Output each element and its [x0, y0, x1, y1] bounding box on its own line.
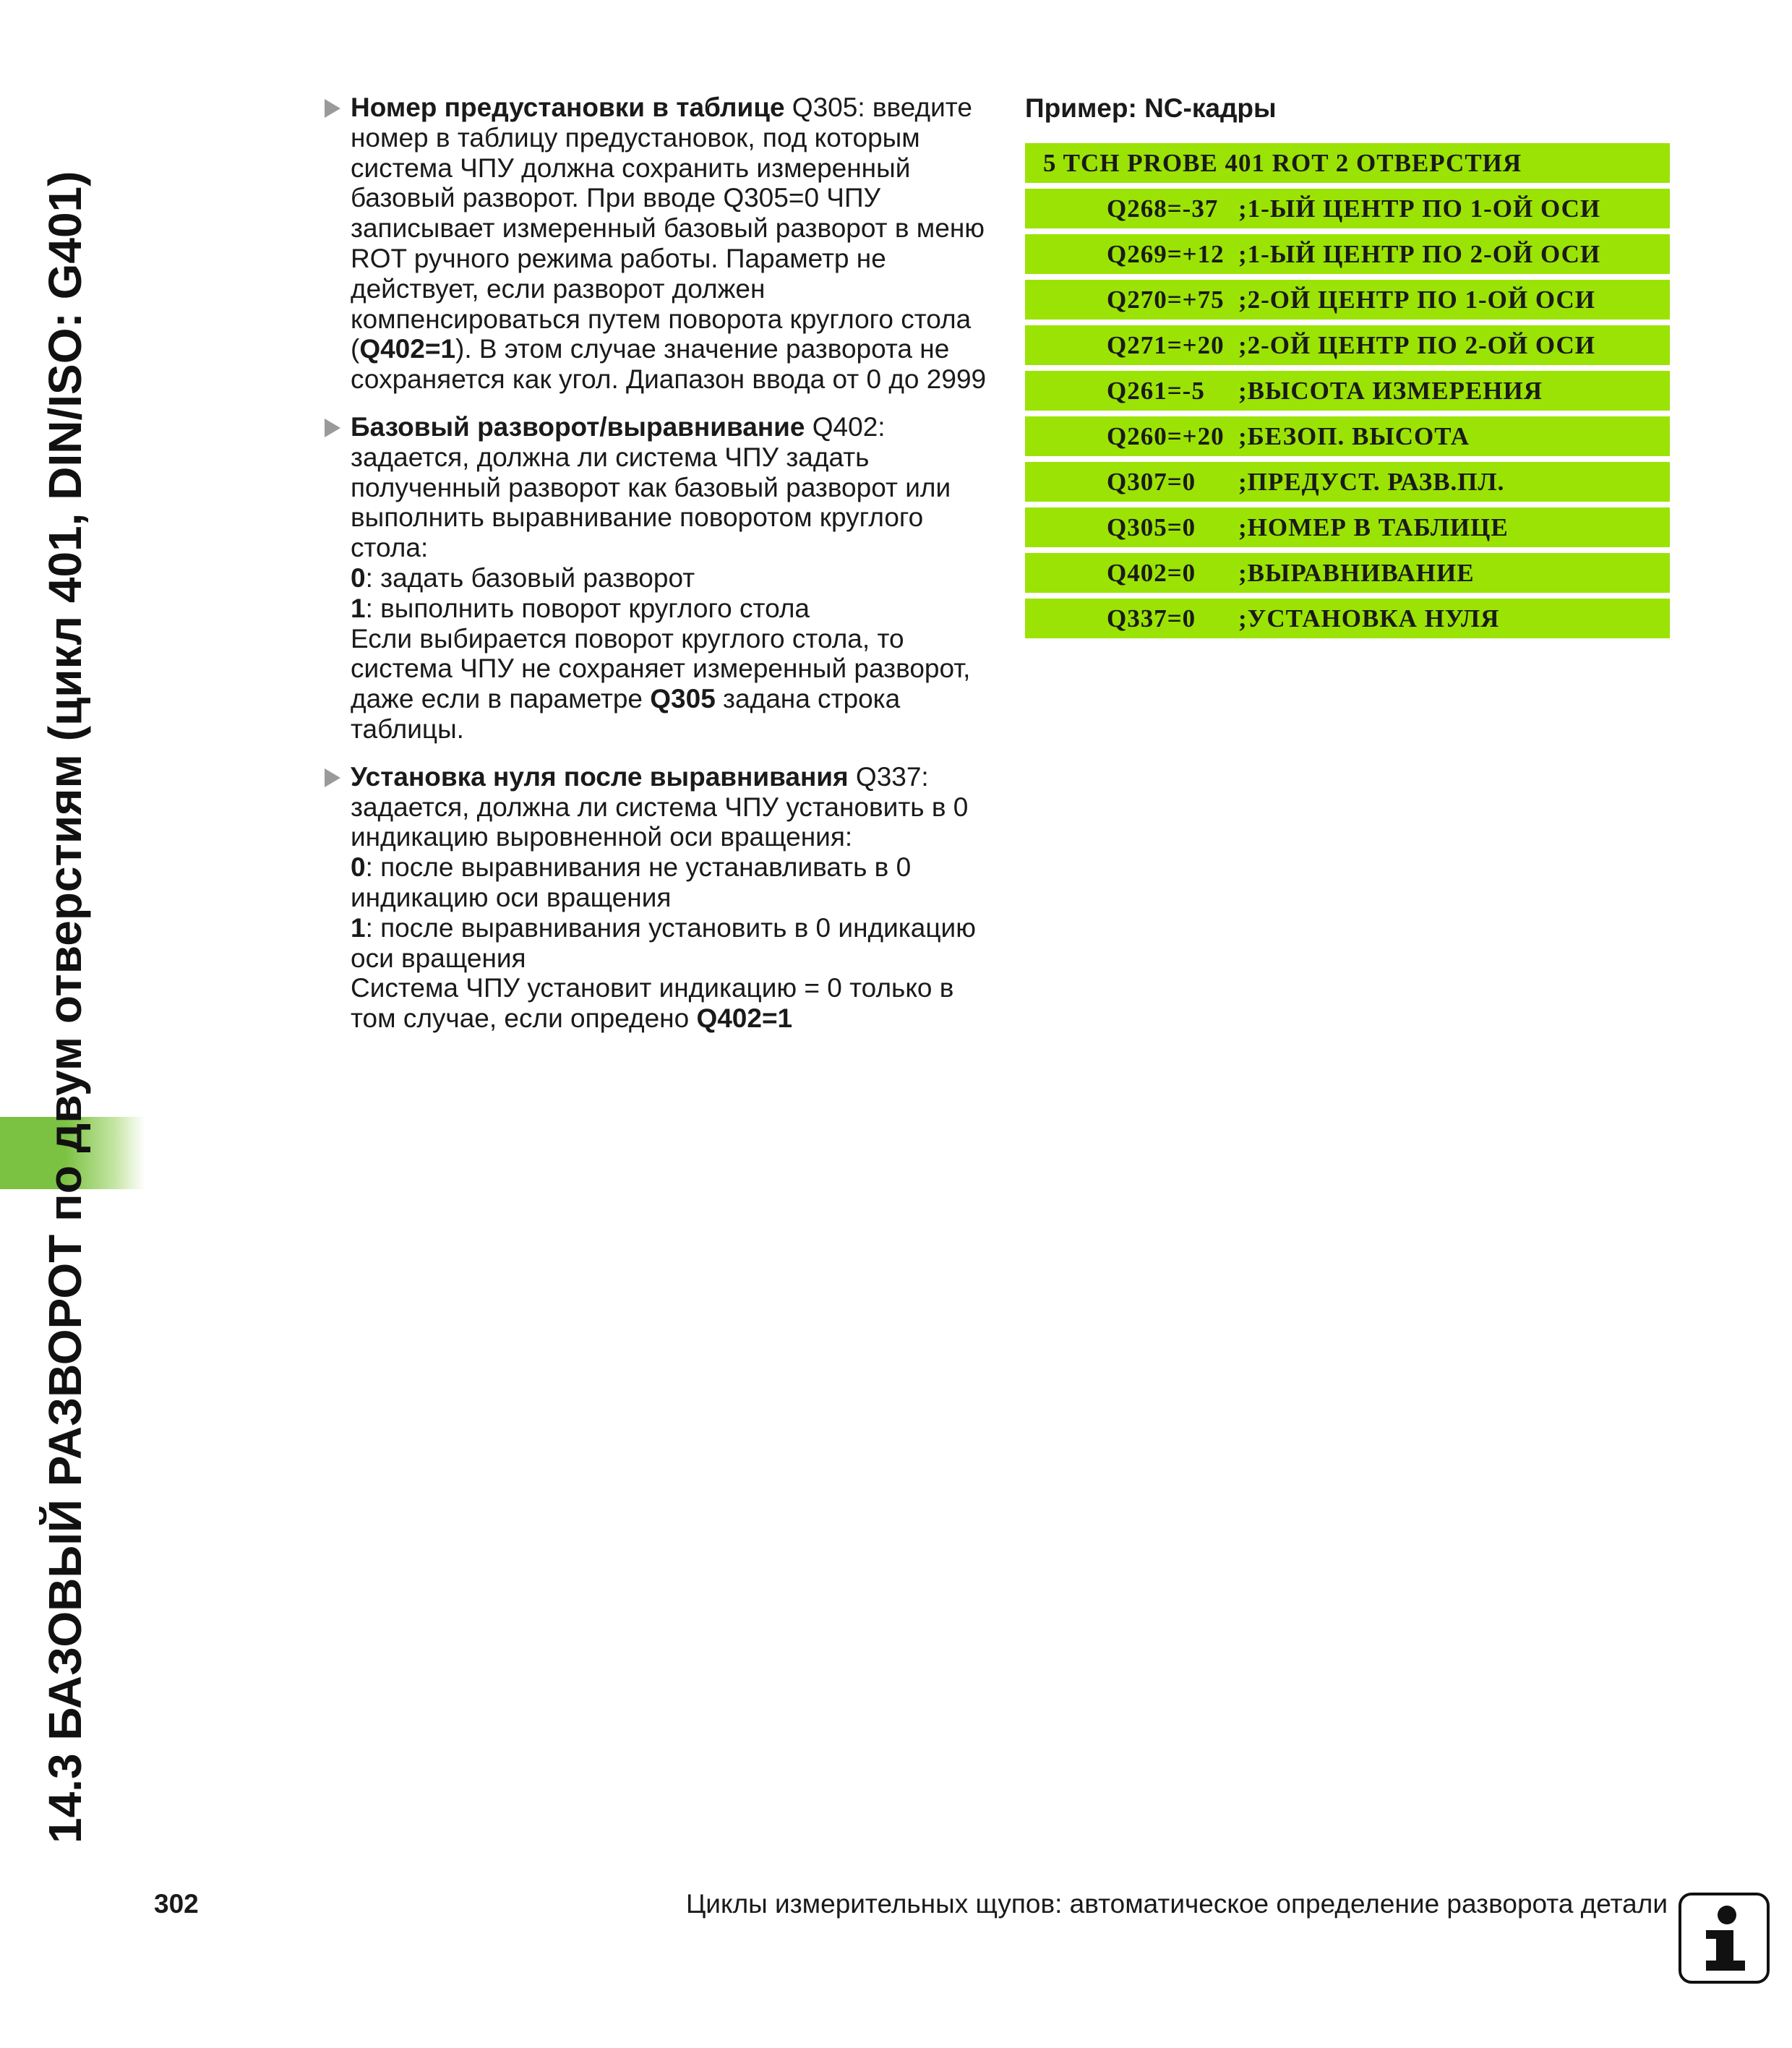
- parameter-line: [351, 973, 1001, 1003]
- parameter-line: [351, 153, 1001, 184]
- line-text: Q337:: [848, 761, 929, 792]
- line-bold-term: Базовый разворот/выравнивание: [351, 411, 805, 442]
- nc-first-line: 5 TCH PROBE 401 ROT 2 ОТВЕРСТИЯ: [1043, 149, 1522, 177]
- bullet-triangle-icon: [325, 768, 340, 787]
- nc-row: [1025, 416, 1670, 456]
- nc-param-code: Q261=-5: [1107, 377, 1205, 405]
- parameter-line: [351, 762, 1001, 792]
- line-bold-term: 1: [351, 912, 366, 943]
- line-text: Q402:: [805, 411, 886, 442]
- line-text: : выполнить поворот круглого стола: [365, 593, 810, 623]
- parameter-line: [351, 714, 1001, 745]
- nc-row: [1025, 553, 1670, 593]
- parameter-line: [351, 943, 1001, 974]
- nc-param-code: Q337=0: [1107, 604, 1196, 633]
- chapter-title: 14.3 БАЗОВЫЙ РАЗВОРОТ по двум отверстиям (цикл 401, DIN/ISO: G401): [39, 171, 91, 1843]
- nc-block-listing: [1025, 143, 1670, 644]
- line-bold-term: Q402=1: [696, 1003, 793, 1034]
- line-text: ROT ручного режима работы. Параметр не: [351, 243, 886, 273]
- line-prefix: (: [351, 334, 360, 364]
- nc-param-comment: ;2-ОЙ ЦЕНТР ПО 2-ОЙ ОСИ: [1238, 331, 1595, 359]
- line-bold-term: Установка нуля после выравнивания: [351, 761, 849, 792]
- parameter-line: [351, 913, 1001, 943]
- nc-param-code: Q402=0: [1107, 559, 1196, 587]
- nc-param-comment: ;НОМЕР В ТАБЛИЦЕ: [1238, 513, 1509, 541]
- line-text: выполнить выравнивание поворотом круглого: [351, 502, 924, 533]
- nc-param-comment: ;1-ЫЙ ЦЕНТР ПО 2-ОЙ ОСИ: [1238, 240, 1601, 268]
- info-icon[interactable]: [1679, 1893, 1770, 1984]
- parameter-line: [351, 442, 1001, 473]
- line-text: система ЧПУ должна сохранить измеренный: [351, 153, 911, 183]
- bullet-triangle-icon: [325, 419, 340, 437]
- parameter-line: [351, 563, 1001, 594]
- line-text: : после выравнивания установить в 0 индикацию: [365, 912, 976, 943]
- line-text: базовый разворот. При вводе Q305=0 ЧПУ: [351, 183, 881, 213]
- nc-row: [1025, 599, 1670, 638]
- parameter-line: [351, 1003, 1001, 1034]
- line-text: система ЧПУ не сохраняет измеренный разворот,: [351, 654, 971, 684]
- parameter-line: [351, 412, 1001, 442]
- info-icon-stem: [1716, 1930, 1733, 1965]
- line-bold-term: Номер предустановки в таблице: [351, 93, 785, 122]
- info-icon-base: [1706, 1961, 1745, 1971]
- nc-block-header-row: [1025, 143, 1670, 183]
- nc-param-code: Q307=0: [1107, 468, 1196, 496]
- nc-param-code: Q268=-37: [1107, 194, 1219, 223]
- parameter-list: [322, 93, 1001, 1051]
- footer-chapter-text: Циклы измерительных щупов: автоматическое определение разворота детали: [685, 1889, 1668, 1919]
- nc-param-code: Q271=+20: [1107, 331, 1225, 359]
- parameter-line: [351, 624, 1001, 654]
- parameter-line: [351, 654, 1001, 684]
- parameter-line: [351, 213, 1001, 244]
- line-text: действует, если разворот должен: [351, 273, 766, 304]
- nc-param-code: Q269=+12: [1107, 240, 1225, 268]
- nc-param-comment: ;УСТАНОВКА НУЛЯ: [1238, 604, 1500, 633]
- parameter-line: [351, 123, 1001, 153]
- nc-row: [1025, 234, 1670, 274]
- line-bold-term: 0: [351, 562, 366, 593]
- parameter-line: [351, 183, 1001, 213]
- nc-param-code: Q260=+20: [1107, 422, 1225, 450]
- parameter-line: [351, 244, 1001, 274]
- parameter-line: [351, 533, 1001, 563]
- parameter-line: [351, 304, 1001, 335]
- line-text: полученный разворот как базовый разворот или: [351, 472, 951, 502]
- page-number: 302: [154, 1889, 199, 1919]
- nc-row: [1025, 280, 1670, 320]
- parameter-line: [351, 792, 1001, 823]
- line-text: : после выравнивания не устанавливать в 0: [365, 852, 912, 883]
- parameter-line: [351, 502, 1001, 533]
- line-text: сохраняется как угол. Диапазон ввода от 0 до 2999: [351, 364, 987, 395]
- line-text: задается, должна ли система ЧПУ установить в 0: [351, 792, 969, 822]
- parameter-line: [351, 684, 1001, 714]
- nc-param-comment: ;БЕЗОП. ВЫСОТА: [1238, 422, 1470, 450]
- info-icon-dot: [1718, 1906, 1736, 1924]
- nc-row: [1025, 462, 1670, 502]
- line-prefix: том случае, если опредено: [351, 1003, 697, 1034]
- line-text: задается, должна ли система ЧПУ задать: [351, 442, 870, 472]
- line-text: индикацию выровненной оси вращения:: [351, 822, 853, 852]
- parameter-line: [351, 334, 1001, 364]
- nc-param-comment: ;2-ОЙ ЦЕНТР ПО 1-ОЙ ОСИ: [1238, 286, 1595, 314]
- nc-row: [1025, 371, 1670, 411]
- line-text: стола:: [351, 533, 429, 563]
- parameter-line: [351, 473, 1001, 503]
- parameter-line: [351, 274, 1001, 304]
- parameter-line: [351, 883, 1001, 913]
- nc-param-comment: ;ВЫРАВНИВАНИЕ: [1238, 559, 1475, 587]
- line-text: оси вращения: [351, 943, 526, 973]
- line-text: Система ЧПУ установит индикацию = 0 только в: [351, 973, 954, 1003]
- line-text: : задать базовый разворот: [365, 562, 695, 593]
- line-text: индикацию оси вращения: [351, 882, 672, 912]
- example-title: Пример: NC-кадры: [1025, 93, 1277, 123]
- bullet-triangle-icon: [325, 99, 340, 118]
- line-bold-term: 1: [351, 593, 366, 623]
- parameter-line: [351, 364, 1001, 395]
- parameter-line: [351, 852, 1001, 883]
- line-text: номер в таблицу предустановок, под которым: [351, 122, 920, 153]
- line-text: компенсироваться путем поворота круглого стола: [351, 304, 972, 334]
- nc-row: [1025, 507, 1670, 547]
- nc-param-code: Q270=+75: [1107, 286, 1225, 314]
- nc-param-comment: ;ПРЕДУСТ. РАЗВ.ПЛ.: [1238, 468, 1505, 496]
- line-text: Q305: введите: [784, 93, 972, 122]
- line-bold-term: Q402=1: [359, 334, 456, 364]
- parameter-item: [322, 412, 1001, 745]
- line-text: ). В этом случае значение разворота не: [455, 334, 950, 364]
- parameter-item: [322, 93, 1001, 395]
- line-bold-term: Q305: [650, 684, 716, 714]
- parameter-item: [322, 762, 1001, 1034]
- line-text: задана строка: [715, 684, 901, 714]
- parameter-line: [351, 594, 1001, 624]
- line-bold-term: 0: [351, 852, 366, 883]
- line-text: записывает измеренный базовый разворот в меню: [351, 213, 985, 244]
- nc-param-comment: ;ВЫСОТА ИЗМЕРЕНИЯ: [1238, 377, 1543, 405]
- line-prefix: даже если в параметре: [351, 684, 651, 714]
- nc-row: [1025, 325, 1670, 365]
- nc-row: [1025, 189, 1670, 228]
- parameter-line: [351, 822, 1001, 852]
- nc-param-comment: ;1-ЫЙ ЦЕНТР ПО 1-ОЙ ОСИ: [1238, 194, 1601, 223]
- line-text: Если выбирается поворот круглого стола, то: [351, 623, 904, 654]
- parameter-line: [351, 93, 1001, 123]
- line-text: таблицы.: [351, 714, 464, 744]
- nc-param-code: Q305=0: [1107, 513, 1196, 541]
